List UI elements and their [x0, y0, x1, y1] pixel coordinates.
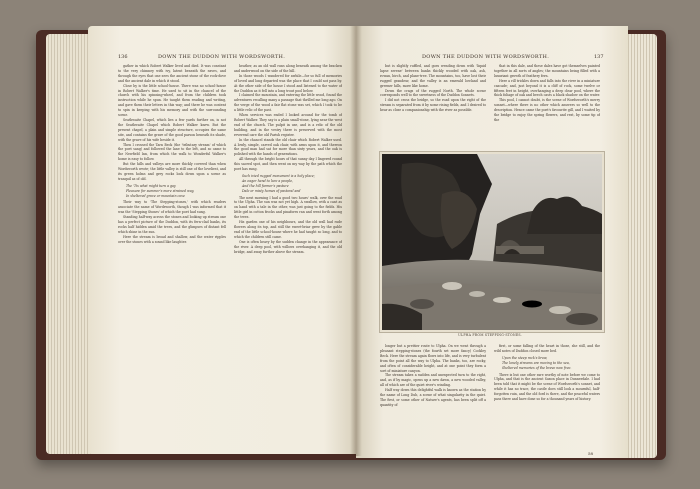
poem-line: And the hill farmer's pasture — [242, 183, 289, 188]
paragraph: Here a rill trickles down and falls into the river in a miniature cascade; and, just beyond it is a cliff of rock, some twelve or fifteen feet in height, overhanging a deep clear pool, where the thick foliage of oak and beech casts a black shadow on the water. — [494, 78, 600, 98]
paragraph: His garden one of his neighbours, and the old wall had rude flowers along its top, and still the sweet-briar grew by the gable end of the little school-house where he had taught so long, and to which the children still came. — [234, 220, 342, 239]
paragraph: The next morning I had a good two hours' walk, over the road to the Ulpha. The sun was not yet high. A swallow, with a cant as on hand with a tale in the other, was just going to the fields. His little girl in cotton frocks and pinafores ran and went forth among the trees. — [234, 195, 342, 220]
right-page-edges — [625, 34, 657, 458]
landscape-image — [382, 154, 602, 330]
right-column-1-bottom — [380, 344, 486, 450]
right-page — [356, 26, 628, 458]
photo-caption: ULPHA FROM STEPPING-STONES. — [458, 333, 522, 337]
poem-block — [502, 356, 600, 371]
poem-line: Dale or misty homes of pastoral and — [242, 188, 301, 193]
paragraph: When services was ended I looked around for the tomb of Robert Walker. They say is a plain small-stone, lying near the west end of the church. The pulpit in use, and is a relic of the old building, and in the vestry there is preserved with the most reverend care the old Parish register. — [234, 113, 342, 137]
paragraph: gather in which Robert Walker lived and died. It was constant to the very chimney with ivy, latent beneath the eaves, and through the eyes that one sees the ancient stone of the rock-dove and the ancient dale in which it stood. — [118, 64, 226, 83]
paragraph: One is often heavy by the sudden change in the appearance of the river. A deep pool, with willows overhanging it, and the old bridge, and away further above the stream. — [234, 239, 342, 254]
poem-line: The lonely streams are moving to the sea, — [502, 360, 570, 365]
paragraph: I did not cross the bridge, so the road upon the right of the stream is separated from it by some rising fields, and I desired to hear as close a companionship with the river as possible. — [380, 98, 486, 113]
paragraph: heather, as an old wall runs along beneath among the bracken and underwood on the side of the hill. — [234, 64, 342, 73]
paragraph: This pool, I cannot doubt, is the scene of Wordsworth's merry sonnet—where there is no other which answers so well to the description. Hence came the poet's favourite gill, and I waited by the bridge to enjoy the spring flowers, and rest, by some tip of the — [494, 98, 600, 122]
paragraph: but is slightly ruffled, and goes wending down with 'liquid lapse serene' between banks thickly wooded with oak, ash, rowan, birch, and plane-tree. The mountains, too, have lost their rugged grandeur, and the valley is an emerald lowland and greener hills, more like home. — [380, 64, 486, 88]
left-running-head: DOWN THE DUDDON WITH WORDSWORTH. — [158, 54, 286, 60]
poem-line: Upon the steep rock's brow, — [502, 355, 548, 360]
left-page-number: 136 — [118, 54, 128, 60]
poem-block — [126, 184, 226, 199]
paragraph: Down the crags of the rugged North. The whole scene corresponds well to the sweetness of the Duddon Sonnets. — [380, 88, 486, 98]
poem-line: Sheltered memories of the brave now free. — [502, 365, 572, 370]
poem-line: An eager hand to lure a people, — [242, 178, 294, 183]
poem-line: In sheltered grove or mountain cove — [126, 193, 185, 198]
left-column-1 — [118, 64, 226, 452]
ulpha-photograph — [380, 152, 604, 332]
right-column-1-top — [380, 64, 486, 150]
paragraph: Then I crossed the Tarn Beck (the 'tributary stream' of which the poet sang) and followed the lane to the left, and so came to the Newfield Inn, from which the walk to Wonderful Walker's home is easy to follow. — [118, 142, 226, 162]
paragraph: There is but one other rare worthy of note before we come to Ulpha, and that is the ancient Saxon place in Dunnerdale. I had been told that it might be the scene of Wordsworth's sonnet, and while it has no trace, the castle does still look a mournful, half-forgotten ruin, and the old ford is there, and the peaceful waters pass there and have done so for a thousand years of history. — [494, 372, 600, 402]
poem-line: Such ivied rugged monument is a holy place; — [242, 173, 315, 178]
paragraph: Standing half-way across the stones and looking up stream one has a perfect picture of the Duddon, with its fern-clad banks, its rocks half hidden amid the trees, and the glimpses of distant fell which shine in the sun. — [118, 215, 226, 234]
paragraph: Seathwaite Chapel, which lies a few yards further on, is not the Seathwaite Chapel which Robert Walker knew. But the present chapel, a plain and simple structure, occupies the same site, and contains the grave of the good parson beneath its shade, with the grave of his wife beside it. — [118, 117, 226, 142]
left-column-2 — [234, 64, 342, 452]
book-gutter — [350, 26, 362, 456]
paragraph: first, or some falling of the heart in those, she still, and the wild notes of Duddon closed more bed. — [494, 344, 600, 353]
poem-block — [242, 174, 342, 194]
poem-line: Pleasure for summer's more strained way, — [126, 188, 195, 193]
poem-line: The 'Tis what might turn a gay — [126, 183, 176, 188]
paragraph: Their way to 'The Stepping-stones,' with which readers associate the name of Wordsworth, though I was informed that it was the 'Stepping Stones' of which the poet had sung. — [118, 200, 226, 215]
paragraph: The stream takes a sudden and unexpected turn to the right, and, as if by magic, opens up a new dawn, a new wooded valley, all of which are of the quiet river's winding. — [380, 373, 486, 388]
left-page — [88, 26, 356, 454]
paragraph: I claimed the mountain, and entering the little wood, found the adventures recalling many a passage that thrilled me long ago. On the verge of the wood a fair flat stone was set, which I took to be a little relic of the past. — [234, 93, 342, 113]
paragraph: Here the stream is broad and shallow, and the water ripples over the stones with a sound like laughter. — [118, 234, 226, 244]
right-page-number: 137 — [594, 54, 604, 60]
paragraph: Close by is the little school-house. There was no school-house in Robert Walker's time. He used to sit in the chancel of the church with his spinning-wheel, and from the children took instruction while he spun. He taught them reading and writing, and gave them their letters in this way; and there he was content to spin in keeping with his memory and with the surrounding scene. — [118, 83, 226, 118]
right-column-2-bottom — [494, 344, 600, 450]
right-column-2-top — [494, 64, 600, 150]
right-running-head: DOWN THE DUDDON WITH WORDSWORTH. — [422, 54, 550, 60]
paragraph: All through the bright hours of that sunny day I lingered round this sacred spot, and then went on my way by the path which the poet has sung. — [234, 157, 342, 172]
paragraph: In those woods I wandered for awhile—for so full of memories of loved and long departed was the place that I could not pass by. At the other side of the house I stood and listened to the water of the Duddon as it fell into a long trout pool below. — [234, 73, 342, 93]
paragraph: longer but a prettier route to Ulpha. On we went through a pleasant stepping-stones (the fourth set more fancy) Cockley Beck. Here the stream again flows into life, and is very turbulent from the point all the way to Ulpha. The banks, too, are rocky, and often of considerable height, and at one point they form a sort of miniature canyon. — [380, 344, 486, 373]
paragraph: In the chancel stands the old chair which Robert Walker used. A lowly, simple, carved oak chair, with arms upon it, and thereon the good man had sat for more than sixty years, and the oak is polished with the hands of generations. — [234, 137, 342, 157]
paragraph: But the hills and valleys are more thickly covered than when Wordsworth wrote; the little valley is still one of the loveliest, and its green holms and grey rocks look down upon a scene as tranquil as of old. — [118, 162, 226, 181]
paragraph: that in this dale, and these dales have got themselves painted together in all sorts of angles; the mountains being filled with a luxuriant growth of feathery fern. — [494, 64, 600, 78]
paragraph: Half way down this delightful walk is known as the station by the name of Long Dub, a scene of what singularity in the quiet. The first, or some other of Nature's agents, has been split off a quantity of — [380, 388, 486, 407]
footer-mark: 58 — [588, 451, 594, 456]
